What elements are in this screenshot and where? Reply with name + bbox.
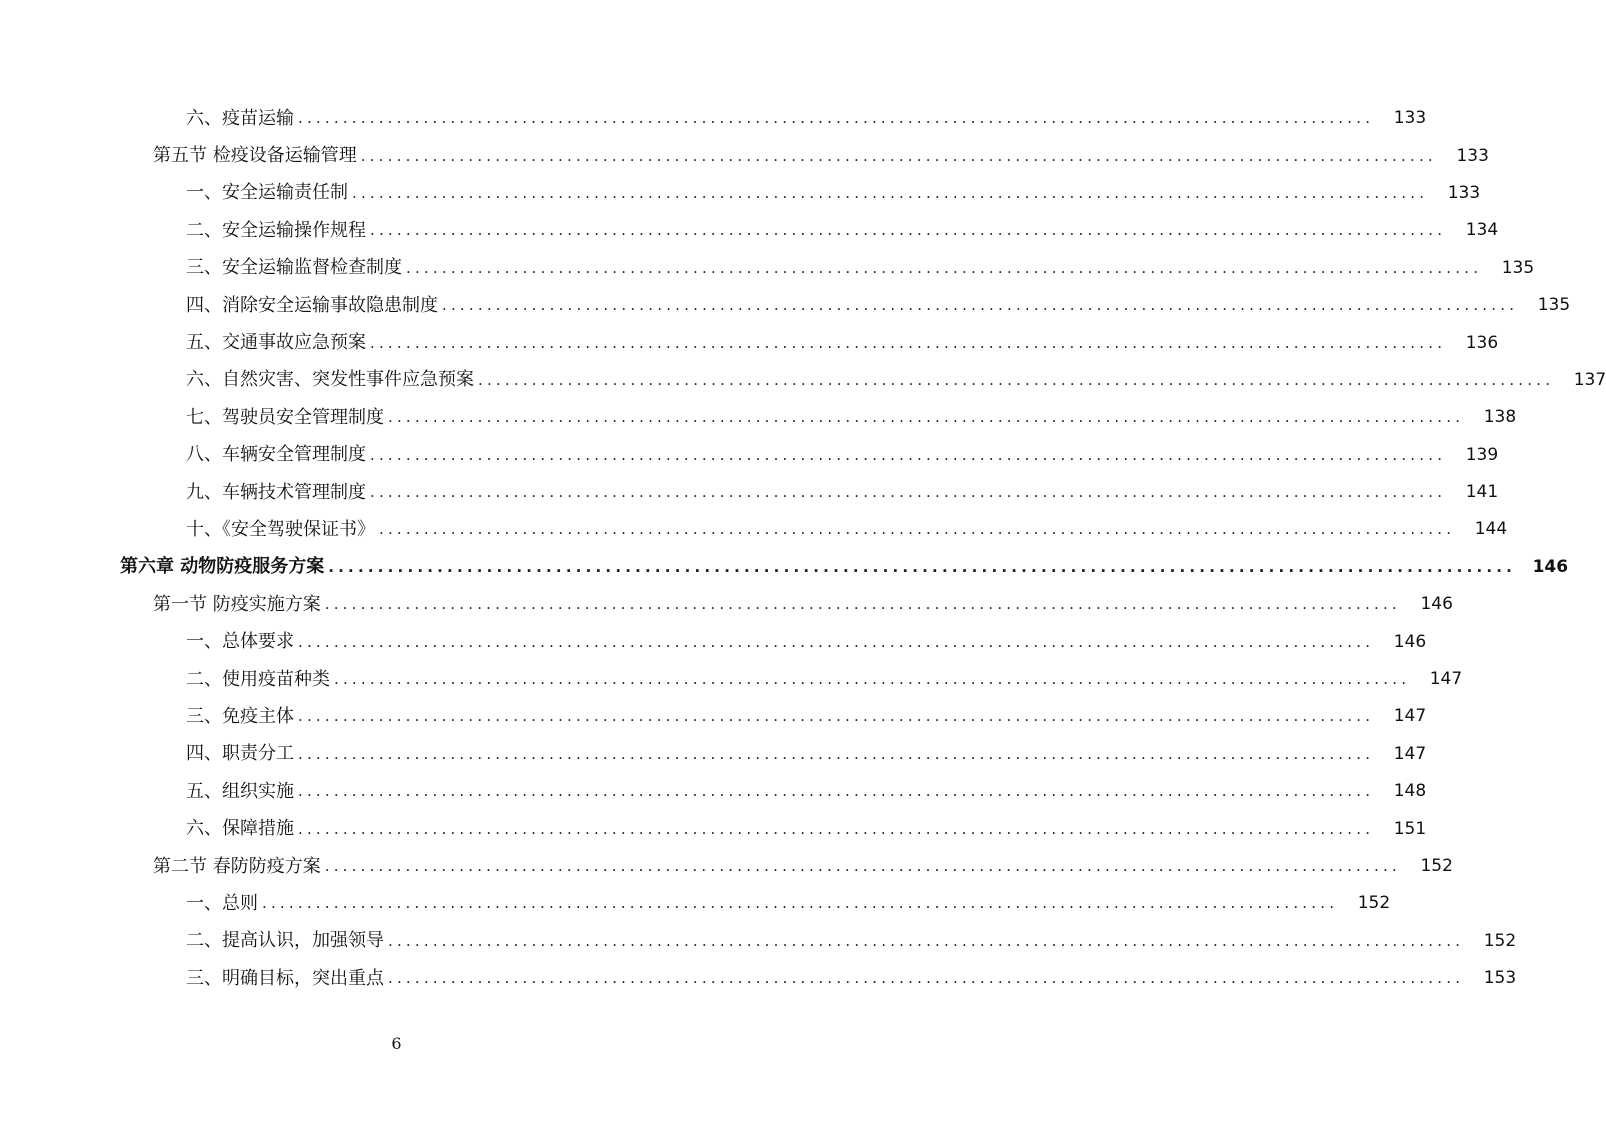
toc-dot-leader: ........................................................................................................................ bbox=[298, 109, 1375, 128]
toc-entry-page: 138 bbox=[1483, 407, 1517, 428]
toc-entry-title: 第六章 动物防疫服务方案 bbox=[120, 556, 325, 578]
toc-dot-leader: ........................................................................................................................ bbox=[379, 520, 1456, 539]
toc-entry-title: 第五节 检疫设备运输管理 bbox=[153, 145, 357, 167]
toc-entry-page: 146 bbox=[1393, 631, 1427, 652]
toc-entry-page: 152 bbox=[1357, 893, 1391, 914]
toc-entry-page: 152 bbox=[1420, 856, 1453, 876]
toc-entry-page: 141 bbox=[1465, 482, 1499, 503]
toc-entry-title: 六、自然灾害、突发性事件应急预案 bbox=[186, 369, 474, 391]
toc-dot-leader: ........................................................................................................................ bbox=[478, 370, 1555, 389]
toc-dot-leader: ........................................................................................................................ bbox=[388, 969, 1465, 988]
toc-item-row[interactable] bbox=[0, 885, 1391, 922]
toc-dot-leader: ........................................................................................................................ bbox=[388, 408, 1465, 427]
toc-entry-title: 九、车辆技术管理制度 bbox=[186, 481, 366, 503]
table-of-contents bbox=[0, 100, 1606, 997]
toc-chapter-row[interactable] bbox=[0, 549, 1569, 586]
toc-entry-title: 三、安全运输监督检查制度 bbox=[186, 257, 402, 279]
toc-section-row[interactable] bbox=[0, 586, 1453, 623]
toc-entry-page: 148 bbox=[1393, 781, 1427, 802]
toc-dot-leader: ........................................................................................................................ bbox=[298, 744, 1375, 763]
toc-entry-page: 151 bbox=[1393, 818, 1427, 839]
toc-dot-leader: ........................................................................................................................ bbox=[388, 931, 1465, 950]
toc-entry-title: 二、提高认识，加强领导 bbox=[186, 930, 384, 952]
toc-dot-leader: ........................................................................................................................ bbox=[298, 819, 1375, 838]
toc-item-row[interactable] bbox=[0, 362, 1606, 399]
toc-item-row[interactable] bbox=[0, 623, 1427, 660]
toc-item-row[interactable] bbox=[0, 960, 1517, 997]
toc-item-row[interactable] bbox=[0, 324, 1499, 361]
toc-entry-page: 146 bbox=[1532, 556, 1569, 577]
toc-entry-page: 152 bbox=[1483, 930, 1517, 951]
toc-entry-title: 第二节 春防防疫方案 bbox=[153, 855, 321, 877]
toc-dot-leader: ........................................................................................................................ bbox=[324, 857, 1401, 875]
toc-entry-page: 146 bbox=[1420, 594, 1453, 615]
toc-entry-title: 二、使用疫苗种类 bbox=[186, 668, 330, 690]
toc-entry-page: 147 bbox=[1393, 706, 1427, 727]
toc-entry-title: 四、消除安全运输事故隐患制度 bbox=[186, 294, 438, 316]
toc-dot-leader: ........................................................................................................................ bbox=[298, 707, 1375, 726]
toc-entry-page: 134 bbox=[1465, 220, 1499, 241]
toc-item-row[interactable] bbox=[0, 437, 1499, 474]
toc-dot-leader: ........................................................................................................................ bbox=[328, 557, 1517, 576]
toc-entry-page: 144 bbox=[1474, 519, 1508, 540]
toc-item-row[interactable] bbox=[0, 399, 1517, 436]
toc-dot-leader: ........................................................................................................................ bbox=[324, 595, 1401, 614]
toc-dot-leader: ........................................................................................................................ bbox=[262, 894, 1339, 913]
toc-entry-page: 135 bbox=[1501, 257, 1535, 278]
toc-entry-title: 第一节 防疫实施方案 bbox=[153, 593, 321, 615]
toc-entry-title: 五、组织实施 bbox=[186, 780, 294, 802]
toc-entry-page: 135 bbox=[1537, 295, 1571, 316]
toc-entry-title: 十、《安全驾驶保证书》 bbox=[186, 518, 375, 540]
toc-dot-leader: ........................................................................................................................ bbox=[406, 258, 1483, 277]
toc-entry-page: 153 bbox=[1483, 968, 1517, 989]
toc-item-row[interactable] bbox=[0, 212, 1499, 249]
toc-dot-leader: ........................................................................................................................ bbox=[298, 782, 1375, 801]
toc-entry-title: 一、总体要求 bbox=[186, 631, 294, 653]
toc-item-row[interactable] bbox=[0, 511, 1508, 548]
toc-dot-leader: ........................................................................................................................ bbox=[352, 183, 1429, 202]
toc-entry-page: 133 bbox=[1393, 108, 1427, 129]
toc-entry-page: 136 bbox=[1465, 332, 1499, 353]
toc-entry-title: 七、驾驶员安全管理制度 bbox=[186, 406, 384, 428]
toc-dot-leader: ........................................................................................................................ bbox=[370, 483, 1447, 502]
toc-entry-title: 二、安全运输操作规程 bbox=[186, 219, 366, 241]
toc-entry-title: 五、交通事故应急预案 bbox=[186, 332, 366, 354]
toc-section-row[interactable] bbox=[0, 137, 1489, 174]
toc-item-row[interactable] bbox=[0, 474, 1499, 511]
toc-item-row[interactable] bbox=[0, 923, 1517, 960]
toc-item-row[interactable] bbox=[0, 736, 1427, 773]
toc-item-row[interactable] bbox=[0, 175, 1481, 212]
toc-entry-title: 六、保障措施 bbox=[186, 818, 294, 840]
toc-item-row[interactable] bbox=[0, 250, 1535, 287]
page-number: 6 bbox=[391, 1034, 402, 1053]
toc-dot-leader: ........................................................................................................................ bbox=[334, 670, 1411, 689]
toc-dot-leader: ........................................................................................................................ bbox=[370, 445, 1447, 464]
toc-item-row[interactable] bbox=[0, 661, 1463, 698]
toc-entry-page: 139 bbox=[1465, 444, 1499, 465]
toc-dot-leader: ........................................................................................................................ bbox=[442, 296, 1519, 315]
toc-dot-leader: ........................................................................................................................ bbox=[298, 632, 1375, 651]
toc-item-row[interactable] bbox=[0, 773, 1427, 810]
toc-entry-page: 133 bbox=[1456, 145, 1489, 166]
toc-entry-page: 133 bbox=[1447, 182, 1481, 203]
toc-item-row[interactable] bbox=[0, 100, 1427, 137]
toc-entry-title: 八、车辆安全管理制度 bbox=[186, 444, 366, 466]
toc-entry-title: 三、明确目标，突出重点 bbox=[186, 967, 384, 989]
toc-dot-leader: ........................................................................................................................ bbox=[370, 333, 1447, 352]
toc-item-row[interactable] bbox=[0, 810, 1427, 847]
toc-section-row[interactable] bbox=[0, 848, 1453, 885]
toc-dot-leader: ........................................................................................................................ bbox=[370, 221, 1447, 240]
toc-entry-title: 六、疫苗运输 bbox=[186, 107, 294, 129]
toc-entry-title: 一、总则 bbox=[186, 892, 258, 914]
toc-item-row[interactable] bbox=[0, 287, 1571, 324]
toc-entry-page: 147 bbox=[1429, 669, 1463, 690]
toc-dot-leader: ........................................................................................................................ bbox=[360, 146, 1437, 165]
toc-item-row[interactable] bbox=[0, 698, 1427, 735]
toc-entry-page: 137 bbox=[1573, 369, 1606, 390]
toc-entry-title: 四、职责分工 bbox=[186, 743, 294, 765]
toc-entry-title: 一、安全运输责任制 bbox=[186, 182, 348, 204]
toc-entry-page: 147 bbox=[1393, 743, 1427, 764]
toc-entry-title: 三、免疫主体 bbox=[186, 705, 294, 727]
